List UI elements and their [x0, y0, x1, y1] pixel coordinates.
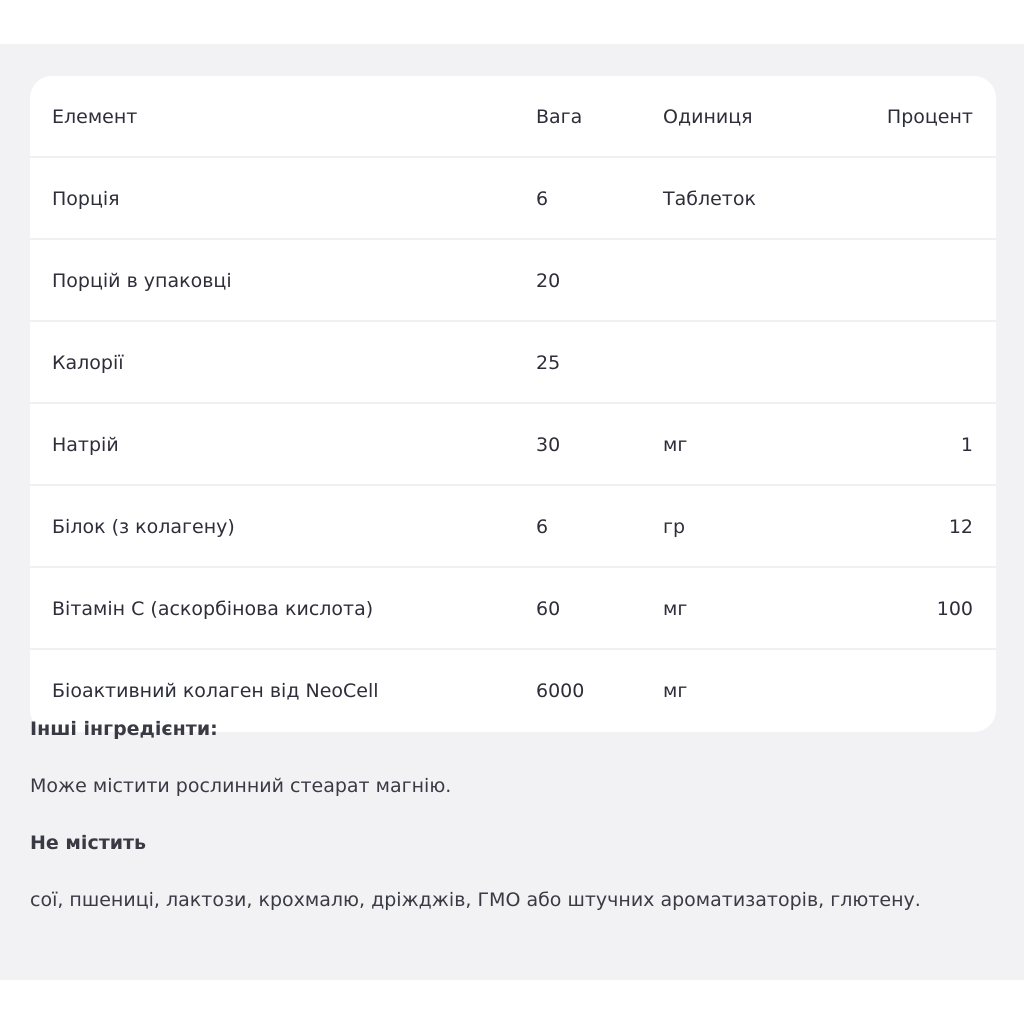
row-weight: 25	[536, 352, 561, 374]
table-row	[30, 568, 996, 650]
row-percent: 12	[948, 516, 973, 538]
row-weight: 20	[536, 270, 561, 292]
row-name: Порція	[52, 188, 120, 210]
row-weight: 30	[536, 434, 561, 456]
table-row	[30, 158, 996, 240]
nutrition-section	[0, 44, 1024, 980]
header-element: Елемент	[52, 106, 138, 128]
table-row	[30, 404, 996, 486]
row-name: Білок (з колагену)	[52, 516, 235, 538]
row-weight: 6	[536, 516, 549, 538]
row-percent: 100	[936, 598, 973, 620]
row-unit: гр	[663, 516, 686, 538]
row-name: Порцій в упаковці	[52, 270, 232, 292]
header-percent: Процент	[886, 106, 973, 128]
table-row	[30, 486, 996, 568]
table-row	[30, 240, 996, 322]
row-unit: Таблеток	[663, 188, 756, 210]
free-from-text: сої, пшениці, лактози, крохмалю, дріжджів, ГМО або штучних ароматизаторів, глютену.	[30, 889, 921, 911]
other-ingredients-heading: Інші інгредієнти:	[30, 718, 218, 740]
row-percent: 1	[960, 434, 973, 456]
row-name: Натрій	[52, 434, 119, 456]
row-weight: 6000	[536, 680, 585, 702]
row-name: Біоактивний колаген від NeoCell	[52, 680, 379, 702]
row-unit: мг	[663, 434, 688, 456]
header-weight: Вага	[536, 106, 583, 128]
table-header-row	[30, 76, 996, 158]
nutrition-table	[30, 76, 996, 732]
other-ingredients-text: Може містити рослинний стеарат магнію.	[30, 775, 452, 797]
row-name: Калорії	[52, 352, 124, 374]
row-weight: 60	[536, 598, 561, 620]
row-weight: 6	[536, 188, 549, 210]
row-unit: мг	[663, 598, 688, 620]
row-unit: мг	[663, 680, 688, 702]
table-row	[30, 322, 996, 404]
row-name: Вітамін C (аскорбінова кислота)	[52, 598, 374, 620]
header-unit: Одиниця	[663, 106, 753, 128]
free-from-heading: Не містить	[30, 832, 147, 854]
